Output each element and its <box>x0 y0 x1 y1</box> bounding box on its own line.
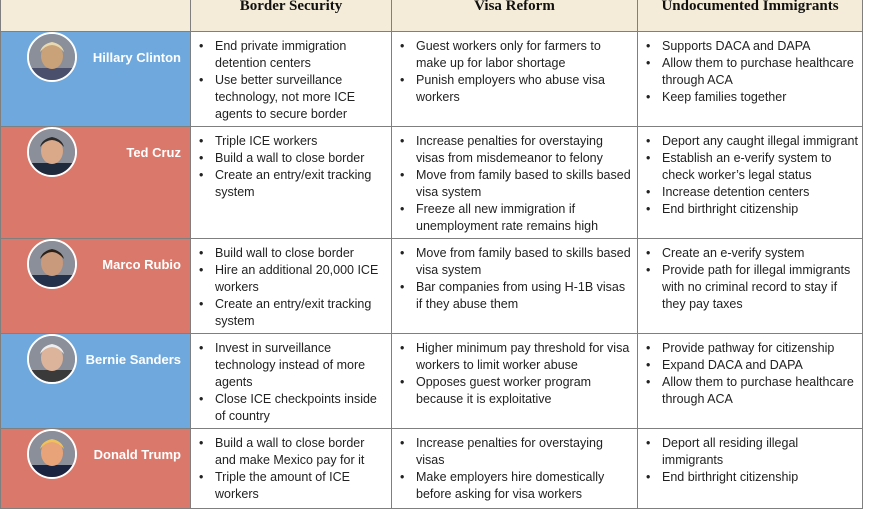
border-security-list <box>191 334 391 425</box>
bullet-item: • Keep families together <box>662 89 858 106</box>
header-corner <box>1 0 191 32</box>
visa-reform-list <box>392 334 637 408</box>
bullet-item: • Freeze all new immigration if unemployment rate remains high <box>416 201 633 235</box>
bullet-item: • Move from family based to skills based visa system <box>416 245 633 279</box>
border-security-list <box>191 429 391 503</box>
visa-reform-cell <box>392 429 638 509</box>
border-security-cell <box>191 334 392 429</box>
border-security-cell <box>191 429 392 509</box>
bullet-item: • End birthright citizenship <box>662 469 858 486</box>
bullet-item: • Triple the amount of ICE workers <box>215 469 387 503</box>
bullet-item: • Guest workers only for farmers to make up for labor shortage <box>416 38 633 72</box>
bullet-item: • Higher minimum pay threshold for visa workers to limit worker abuse <box>416 340 633 374</box>
bullet-item: • Build wall to close border <box>215 245 387 262</box>
undocumented-cell <box>638 127 863 239</box>
bullet-item: • Create an entry/exit tracking system <box>215 167 387 201</box>
bullet-item: • Provide pathway for citizenship <box>662 340 858 357</box>
candidate-row <box>1 429 863 509</box>
candidate-row <box>1 239 863 334</box>
ted-cruz-photo <box>27 127 77 177</box>
bullet-item: • Opposes guest worker program because it is exploitative <box>416 374 633 408</box>
border-security-cell <box>191 127 392 239</box>
undocumented-list <box>638 429 862 486</box>
border-security-list <box>191 127 391 201</box>
border-security-cell <box>191 239 392 334</box>
bullet-item: • Supports DACA and DAPA <box>662 38 858 55</box>
candidate-name: Marco Rubio <box>102 256 181 272</box>
visa-reform-list <box>392 127 637 235</box>
bullet-item: • End private immigration detention centers <box>215 38 387 72</box>
bullet-item: • Invest in surveillance technology instead of more agents <box>215 340 387 391</box>
undocumented-list <box>638 127 862 218</box>
candidate-row <box>1 127 863 239</box>
bullet-item: • Allow them to purchase healthcare through ACA <box>662 374 858 408</box>
visa-reform-cell <box>392 239 638 334</box>
candidate-cell <box>1 429 191 509</box>
bullet-item: • Create an e-verify system <box>662 245 858 262</box>
bullet-item: • Use better surveillance technology, not more ICE agents to secure border <box>215 72 387 123</box>
visa-reform-list <box>392 32 637 106</box>
bullet-item: • Create an entry/exit tracking system <box>215 296 387 330</box>
bullet-item: • Bar companies from using H-1B visas if they abuse them <box>416 279 633 313</box>
undocumented-cell <box>638 32 863 127</box>
candidate-cell <box>1 32 191 127</box>
bullet-item: • Provide path for illegal immigrants with no criminal record to stay if they pay taxes <box>662 262 858 313</box>
bullet-item: • Move from family based to skills based visa system <box>416 167 633 201</box>
undocumented-cell <box>638 429 863 509</box>
undocumented-list <box>638 334 862 408</box>
candidate-row <box>1 32 863 127</box>
visa-reform-cell <box>392 32 638 127</box>
bullet-item: • Triple ICE workers <box>215 133 387 150</box>
bullet-item: • Deport all residing illegal immigrants <box>662 435 858 469</box>
border-security-list <box>191 239 391 330</box>
visa-reform-cell <box>392 127 638 239</box>
bullet-item: • Hire an additional 20,000 ICE workers <box>215 262 387 296</box>
candidate-row <box>1 334 863 429</box>
bullet-item: • End birthright citizenship <box>662 201 858 218</box>
bullet-item: • Build a wall to close border <box>215 150 387 167</box>
bernie-sanders-photo <box>27 334 77 384</box>
header-row <box>1 0 863 32</box>
header-border-security: Border Security <box>191 0 392 32</box>
bullet-item: • Increase detention centers <box>662 184 858 201</box>
undocumented-list <box>638 239 862 313</box>
candidate-name: Donald Trump <box>93 446 181 462</box>
marco-rubio-photo <box>27 239 77 289</box>
candidate-name: Ted Cruz <box>126 144 181 160</box>
undocumented-cell <box>638 334 863 429</box>
bullet-item: • Make employers hire domestically before asking for visa workers <box>416 469 633 503</box>
candidate-name: Hillary Clinton <box>92 49 181 65</box>
donald-trump-photo <box>27 429 77 479</box>
border-security-list <box>191 32 391 123</box>
visa-reform-cell <box>392 334 638 429</box>
candidate-cell <box>1 239 191 334</box>
undocumented-cell <box>638 239 863 334</box>
border-security-cell <box>191 32 392 127</box>
bullet-item: • Punish employers who abuse visa workers <box>416 72 633 106</box>
bullet-item: • Establish an e-verify system to check worker’s legal status <box>662 150 858 184</box>
visa-reform-list <box>392 239 637 313</box>
bullet-item: • Increase penalties for overstaying visas <box>416 435 633 469</box>
bullet-item: • Allow them to purchase healthcare through ACA <box>662 55 858 89</box>
header-visa-reform: Visa Reform <box>392 0 638 32</box>
visa-reform-list <box>392 429 637 503</box>
header-undocumented-immigrants: Undocumented Immigrants <box>638 0 863 32</box>
bullet-item: • Increase penalties for overstaying visas from misdemeanor to felony <box>416 133 633 167</box>
hillary-clinton-photo <box>27 32 77 82</box>
bullet-item: • Deport any caught illegal immigrant <box>662 133 858 150</box>
candidate-name: Bernie Sanders <box>85 351 181 367</box>
candidate-cell <box>1 127 191 239</box>
bullet-item: • Expand DACA and DAPA <box>662 357 858 374</box>
bullet-item: • Close ICE checkpoints inside of country <box>215 391 387 425</box>
candidate-cell <box>1 334 191 429</box>
undocumented-list <box>638 32 862 106</box>
bullet-item: • Build a wall to close border and make Mexico pay for it <box>215 435 387 469</box>
